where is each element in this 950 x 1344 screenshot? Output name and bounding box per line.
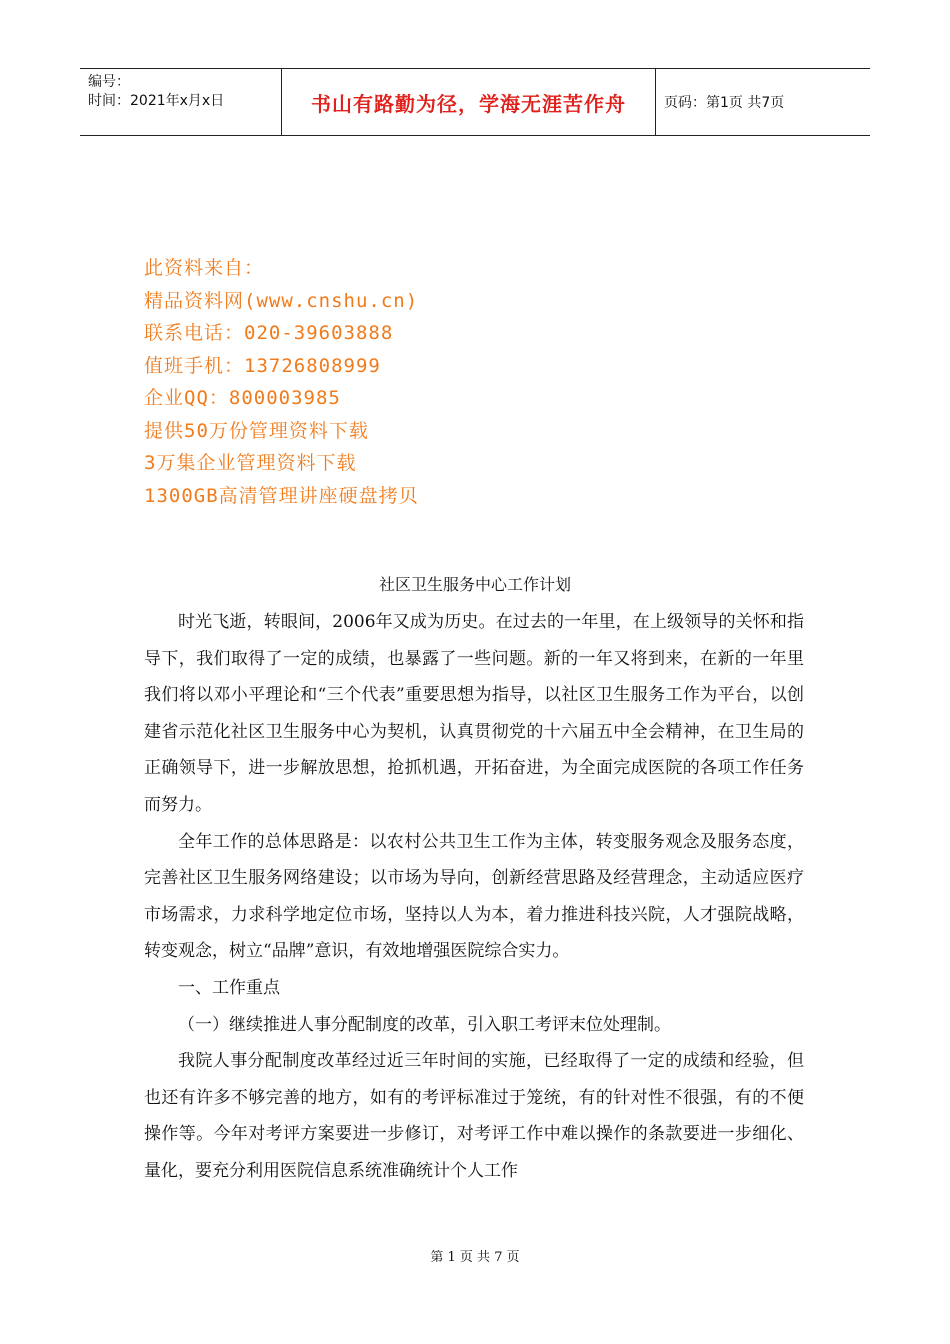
promo-line: 精品资料网(www.cnshu.cn) <box>144 289 419 312</box>
promo-line: 3万集企业管理资料下载 <box>144 452 357 474</box>
header-page-info: 页码：第1页 共7页 <box>664 95 785 111</box>
promo-block <box>144 252 419 512</box>
subsection-heading: （一）继续推进人事分配制度的改革，引入职工考评末位处理制。 <box>178 1014 671 1035</box>
header-table <box>80 68 870 136</box>
promo-line: 企业QQ：800003985 <box>144 387 341 409</box>
promo-line: 1300GB高清管理讲座硬盘拷贝 <box>144 484 419 507</box>
paragraph: 全年工作的总体思路是：以农村公共卫生工作为主体，转变服务观念及服务态度，完善社区卫生服务网络建设；以市场为导向，创新经营思路及经营理念，主动适应医疗市场需求，力求科学地定位市场，坚持以人为本，着力推进科技兴院，人才强院战略，转变观念，树立“品牌”意识，有效地增强医院综合实力。 <box>144 831 804 962</box>
promo-line: 联系电话：020-39603888 <box>144 322 394 344</box>
document-body <box>144 604 804 1190</box>
header-motto: 书山有路勤为径，学海无涯苦作舟 <box>282 69 656 135</box>
number-label: 编号： <box>88 74 130 90</box>
promo-line: 提供50万份管理资料下载 <box>144 419 369 442</box>
page-footer: 第 1 页 共 7 页 <box>430 1250 520 1265</box>
section-heading: 一、工作重点 <box>178 977 280 998</box>
document-title: 社区卫生服务中心工作计划 <box>378 575 571 594</box>
header-meta <box>80 69 282 135</box>
promo-line: 此资料来自： <box>144 257 265 279</box>
paragraph: 时光飞逝，转眼间，2006年又成为历史。在过去的一年里，在上级领导的关怀和指导下，我们取得了一定的成绩，也暴露了一些问题。新的一年又将到来，在新的一年里我们将以邓小平理论和“三个代表”重要思想为指导，以社区卫生服务工作为平台，以创建省示范化社区卫生服务中心为契机，认真贯彻党的十六届五中全会精神，在卫生局的正确领导下，进一步解放思想，抢抓机遇，开拓奋进，为全面完成医院的各项工作任务而努力。 <box>144 612 804 815</box>
time-label: 时间：2021年x月x日 <box>88 93 225 109</box>
promo-line: 值班手机：13726808999 <box>144 354 381 377</box>
paragraph: 我院人事分配制度改革经过近三年时间的实施，已经取得了一定的成绩和经验，但也还有许多不够完善的地方，如有的考评标准过于笼统，有的针对性不很强，有的不便操作等。今年对考评方案要进一步修订，对考评工作中难以操作的条款要进一步细化、量化，要充分利用医院信息系统准确统计个人工作 <box>144 1051 804 1181</box>
